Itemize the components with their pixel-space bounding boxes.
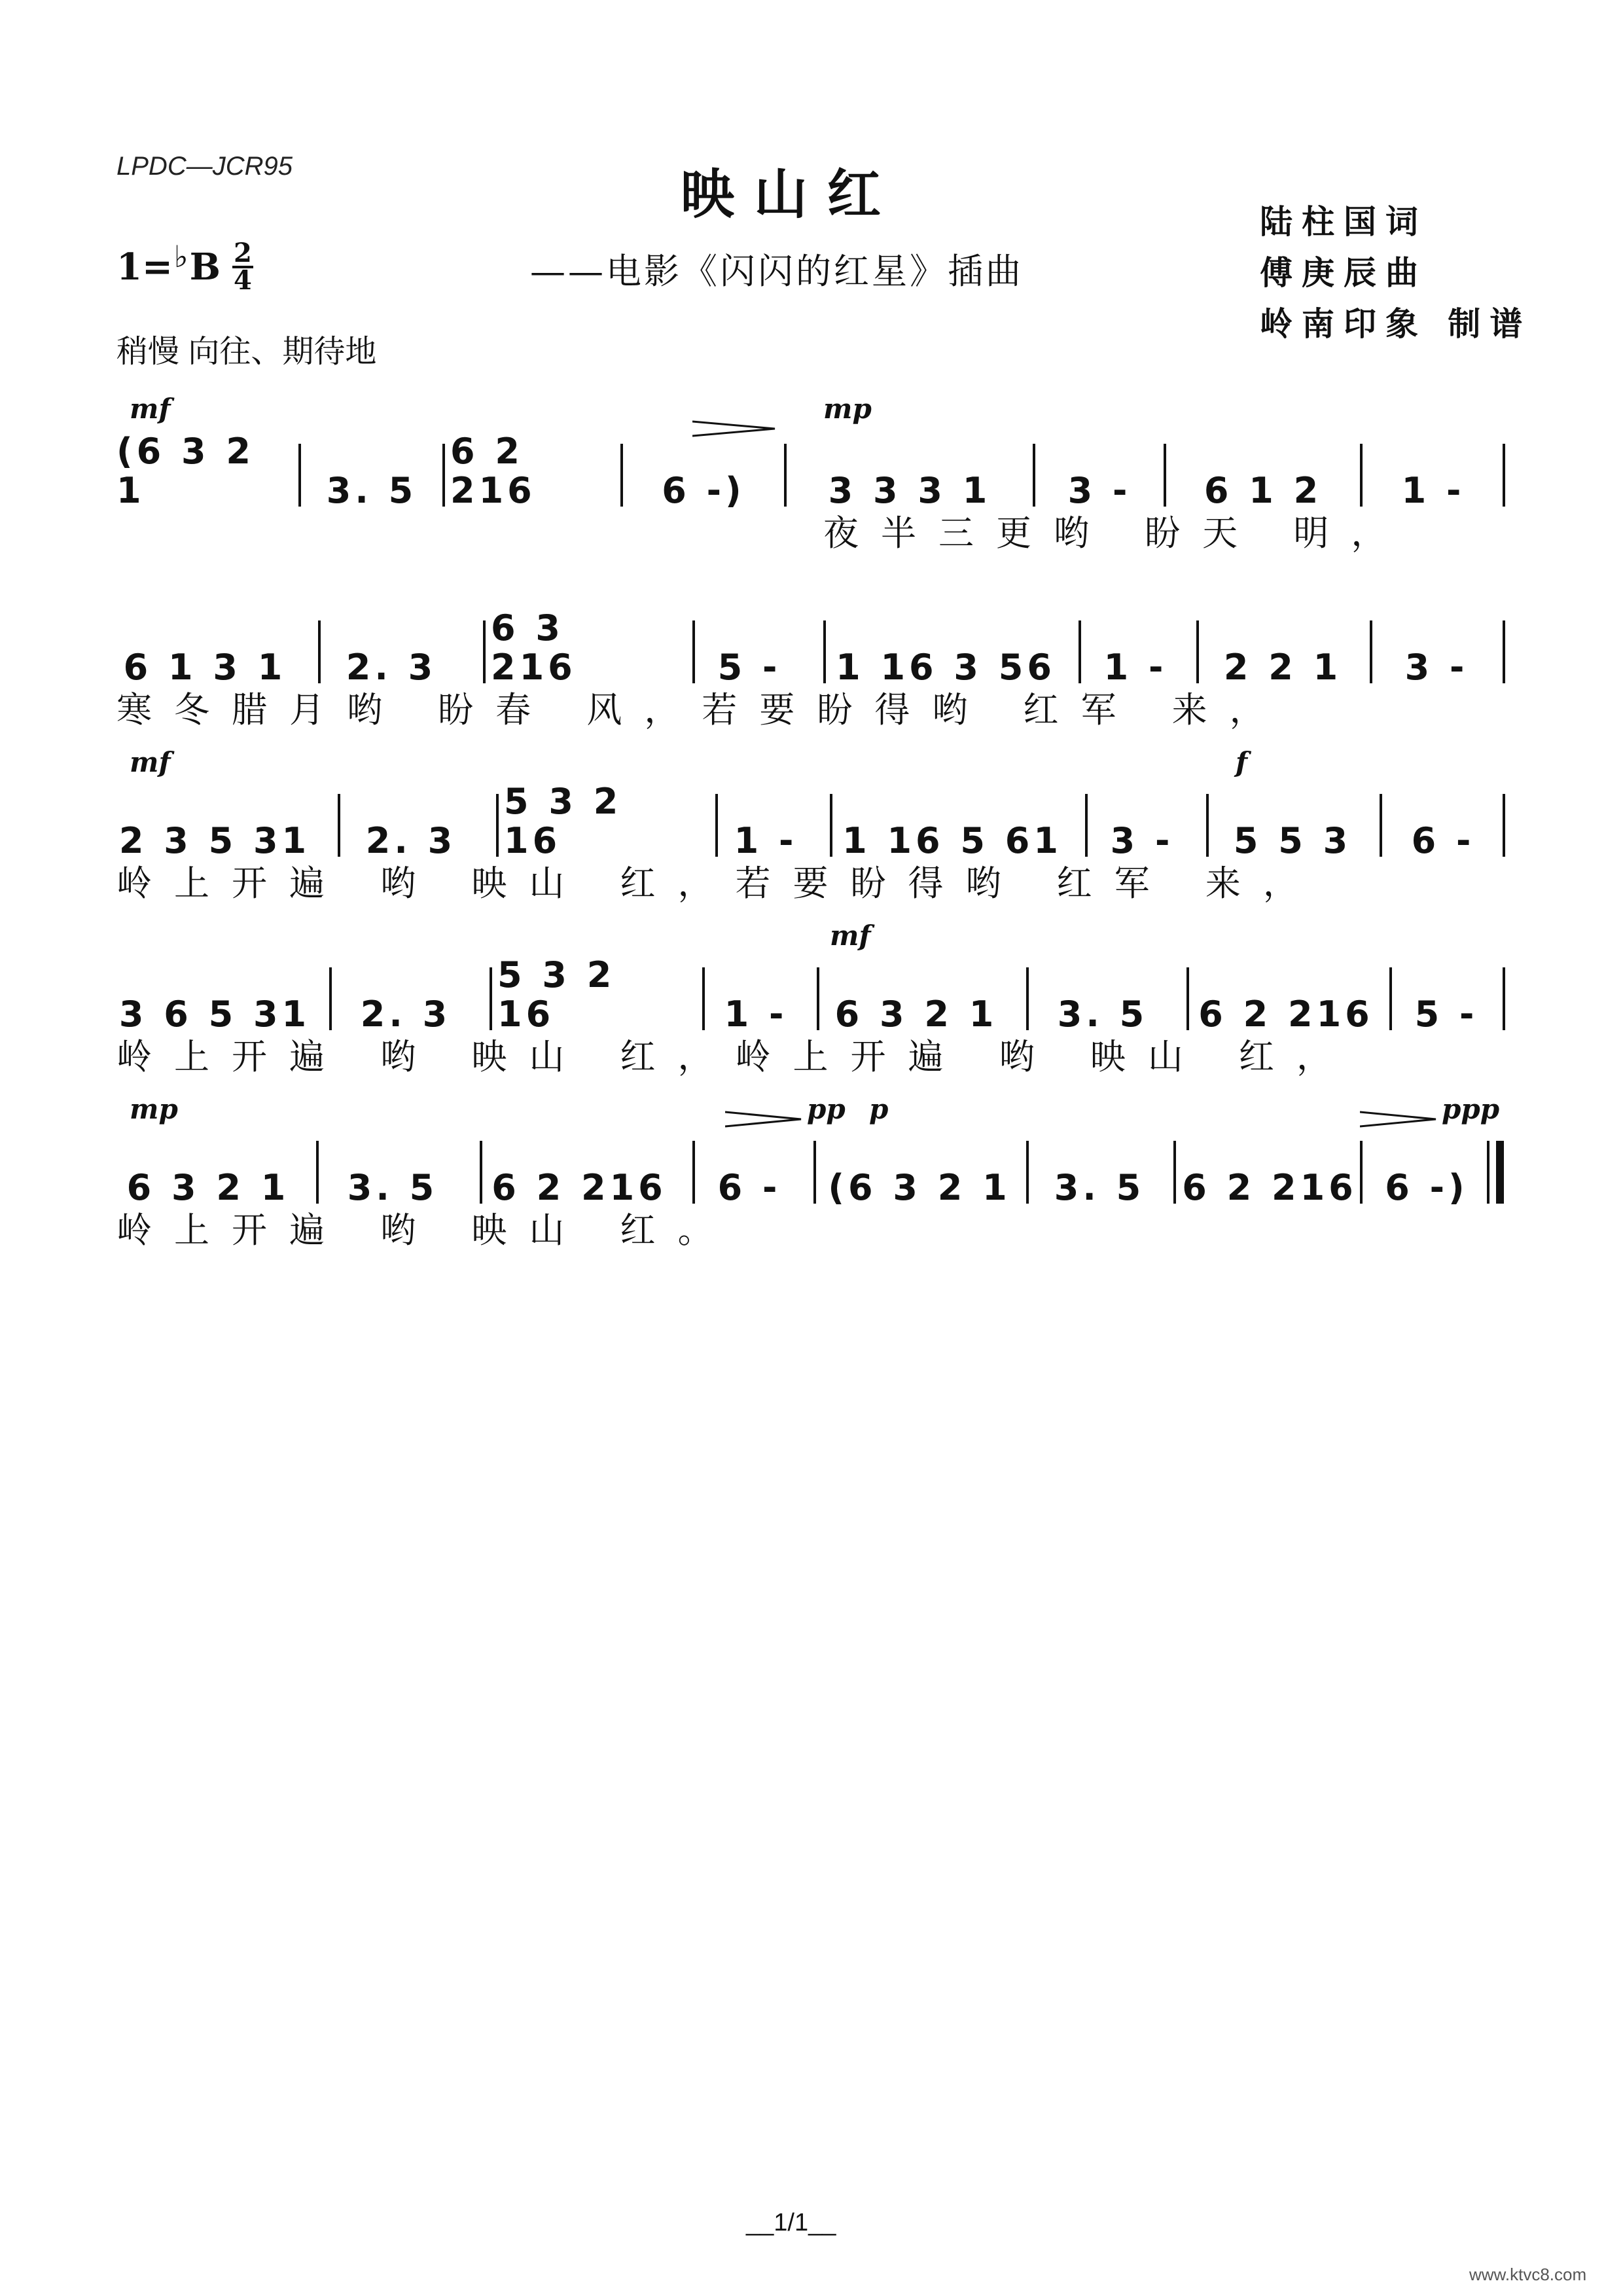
barline <box>1380 794 1382 857</box>
measure: 1 16 3 56 <box>836 647 1056 688</box>
notation-staff <box>116 607 1507 688</box>
arranger-credit: 岭南印象 制谱 <box>1260 304 1532 343</box>
measure: 6 2 216 <box>1182 1167 1357 1208</box>
dynamic-mark: mf <box>830 920 871 952</box>
measure: (6 3 2 1 <box>116 431 255 511</box>
key-signature <box>116 238 253 296</box>
barline <box>692 620 695 683</box>
barline <box>1370 620 1372 683</box>
barline <box>1503 967 1505 1030</box>
measure: 5 - <box>1414 994 1478 1035</box>
decrescendo-hairpin <box>1360 1109 1438 1129</box>
barline <box>496 794 499 857</box>
measure: 3 - <box>1110 820 1174 861</box>
measure: 2. 3 <box>360 994 452 1035</box>
lyrics-line: 夜半三更哟 盼天 明， <box>823 512 1409 554</box>
lyrics-line: 寒冬腊月哟 盼春 风，若要盼得哟 红军 来， <box>116 689 1287 730</box>
lyricist-credit: 陆柱国词 <box>1260 202 1427 241</box>
measure: 6 1 3 1 <box>123 647 287 688</box>
notation-staff <box>116 781 1507 861</box>
measure: 2 2 1 <box>1223 647 1342 688</box>
barline <box>784 444 787 507</box>
barline <box>1173 1141 1176 1204</box>
measure: 6 3 2 1 <box>126 1167 290 1208</box>
dynamic-mark: pp <box>807 1093 846 1125</box>
time-top: 2 <box>233 238 252 268</box>
lyrics-line: 岭上开遍 哟 映山 红，岭上开遍 哟 映山 红， <box>116 1036 1354 1077</box>
barline <box>1360 1141 1363 1204</box>
measure: 5 - <box>717 647 781 688</box>
barline <box>338 794 340 857</box>
measure: 1 - <box>724 994 788 1035</box>
decrescendo-hairpin <box>692 419 777 439</box>
barline <box>1026 1141 1029 1204</box>
measure: 1 - <box>1103 647 1168 688</box>
measure: 6 3 2 1 <box>834 994 998 1035</box>
song-title: 映山红 <box>681 163 901 226</box>
flat-sign: ♭ <box>173 239 188 274</box>
dynamic-mark: p <box>869 1093 889 1125</box>
barline <box>813 1141 816 1204</box>
barline <box>318 620 321 683</box>
barline <box>483 620 486 683</box>
dynamic-mark: mf <box>130 746 171 778</box>
barline <box>329 967 332 1030</box>
barline <box>1079 620 1081 683</box>
barline <box>1389 967 1392 1030</box>
tempo-marking: 稍慢 向往、期待地 <box>116 334 377 369</box>
barline <box>442 444 445 507</box>
notation-staff <box>116 431 1507 511</box>
measure: 1 - <box>1401 470 1465 511</box>
barline <box>1360 444 1363 507</box>
dynamic-mark: mf <box>130 393 171 425</box>
barline <box>480 1141 482 1204</box>
barline <box>1085 794 1088 857</box>
barline <box>1503 794 1505 857</box>
score-code: LPDC—JCR95 <box>116 152 293 181</box>
barline <box>316 1141 319 1204</box>
barline <box>1487 1141 1489 1204</box>
measure: 3. 5 <box>347 1167 438 1208</box>
decrescendo-hairpin <box>725 1109 804 1129</box>
key-note: B <box>189 245 221 289</box>
measure: 6 3 216 <box>491 607 577 688</box>
measure: 6 2 216 <box>1198 994 1374 1035</box>
barline <box>1196 620 1199 683</box>
composer-credit: 傅庚辰曲 <box>1260 253 1427 292</box>
measure: 1 16 5 61 <box>842 820 1062 861</box>
barline <box>692 1141 695 1204</box>
barline <box>817 967 819 1030</box>
barline <box>702 967 705 1030</box>
measure: 5 3 2 16 <box>504 781 622 861</box>
barline <box>1164 444 1166 507</box>
measure: 3. 5 <box>1057 994 1149 1035</box>
measure: 1 - <box>734 820 798 861</box>
barline <box>823 620 826 683</box>
measure: (6 3 2 1 <box>828 1167 1011 1208</box>
measure: 6 - <box>717 1167 781 1208</box>
barline <box>1033 444 1035 507</box>
measure: 6 2 216 <box>450 431 536 511</box>
barline <box>1503 444 1505 507</box>
measure: 6 2 216 <box>491 1167 667 1208</box>
dynamic-mark: f <box>1236 746 1248 778</box>
site-watermark: www.ktvc8.com <box>1469 2265 1587 2284</box>
key-prefix: 1= <box>116 245 173 289</box>
measure: 3. 5 <box>326 470 418 511</box>
barline <box>1186 967 1189 1030</box>
barline <box>298 444 301 507</box>
lyrics-line: 岭上开遍 哟 映山 红。 <box>116 1210 736 1251</box>
barline <box>490 967 492 1030</box>
barline <box>620 444 623 507</box>
dynamic-mark: mp <box>823 393 872 425</box>
measure: 6 -) <box>662 470 745 511</box>
barline <box>830 794 832 857</box>
notation-staff <box>116 1136 1507 1208</box>
measure: 5 3 2 16 <box>497 954 616 1035</box>
dynamic-mark: mp <box>130 1093 178 1125</box>
dynamic-mark: ppp <box>1442 1093 1500 1125</box>
barline <box>1206 794 1209 857</box>
time-bottom: 4 <box>233 265 252 296</box>
measure: 3 - <box>1067 470 1132 511</box>
barline <box>715 794 718 857</box>
measure: 3. 5 <box>1054 1167 1145 1208</box>
measure: 3 3 3 1 <box>828 470 991 511</box>
barline <box>1503 620 1505 683</box>
barline <box>1026 967 1029 1030</box>
credits <box>1260 196 1531 350</box>
notation-staff <box>116 954 1507 1035</box>
measure: 6 -) <box>1385 1167 1469 1208</box>
page-number: __1/1__ <box>746 2209 836 2236</box>
time-signature <box>232 238 253 296</box>
measure: 2. 3 <box>346 647 437 688</box>
measure: 3 6 5 31 <box>118 994 311 1035</box>
final-barline <box>1496 1141 1504 1204</box>
song-subtitle: ——电影《闪闪的红星》插曲 <box>530 251 1024 292</box>
measure: 6 - <box>1411 820 1475 861</box>
measure: 3 - <box>1404 647 1469 688</box>
measure: 2. 3 <box>365 820 457 861</box>
lyrics-line: 岭上开遍 哟 映山 红，若要盼得哟 红军 来， <box>116 863 1321 904</box>
measure: 5 5 3 <box>1233 820 1352 861</box>
measure: 6 1 2 <box>1204 470 1323 511</box>
measure: 2 3 5 31 <box>118 820 311 861</box>
